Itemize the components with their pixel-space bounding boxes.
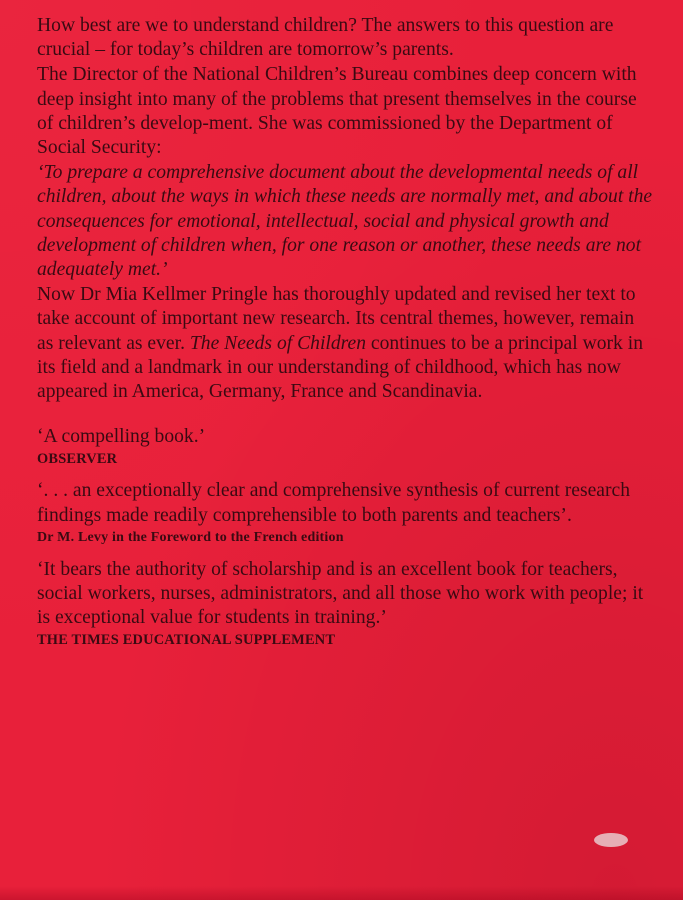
blurb-update-end: continues to be a principal work in its field and a landmark in our understanding of childhood, which has now appeared in America, Germany, France and Scandinavia. bbox=[37, 332, 643, 403]
spacer bbox=[37, 405, 653, 425]
blurb-update-start: Now Dr Mia Kellmer Pringle has thoroughly updated and revised her text to take account of important new research. Its central themes, however, remain as relevant as ever. bbox=[37, 284, 636, 354]
blurb-update bbox=[37, 283, 653, 404]
review-levy bbox=[37, 479, 653, 547]
blurb-director: The Director of the National Children’s Bureau combines deep concern with deep insight into many of the problems that present themselves in the course of children’s develop-ment. She was commissioned by the Department of Social Security: bbox=[37, 64, 637, 159]
review-times bbox=[37, 558, 653, 651]
review-quote: ‘It bears the authority of scholarship and is an excellent book for teachers, social workers, nurses, administrators, and all those who work with people; it is exceptional value for students in training.’ bbox=[37, 558, 644, 629]
review-source: THE TIMES EDUCATIONAL SUPPLEMENT bbox=[37, 632, 336, 649]
book-title: The Needs of Children bbox=[189, 332, 367, 354]
worn-spot bbox=[594, 833, 628, 847]
blurb-intro: How best are we to understand children? The answers to this question are crucial – for today’s children are tomorrow’s parents. bbox=[37, 15, 614, 61]
review-source: Dr M. Levy in the Foreword to the French edition bbox=[37, 529, 344, 545]
review-quote: ‘. . . an exceptionally clear and comprehensive synthesis of current research findings made readily comprehensible to both parents and teachers’. bbox=[37, 480, 631, 526]
blurb bbox=[37, 14, 653, 404]
review-source: OBSERVER bbox=[37, 451, 118, 468]
review-quote: ‘A compelling book.’ bbox=[37, 426, 206, 448]
blurb-commission-quote: ‘To prepare a comprehensive document about the developmental needs of all children, about the ways in which these needs are normally met, and about the consequences for emotional, intellectual, social and physical growth and development of children when, for one reason or another, these needs are not adequately met.’ bbox=[37, 162, 653, 281]
review-observer bbox=[37, 425, 653, 469]
bottom-edge bbox=[0, 886, 683, 900]
